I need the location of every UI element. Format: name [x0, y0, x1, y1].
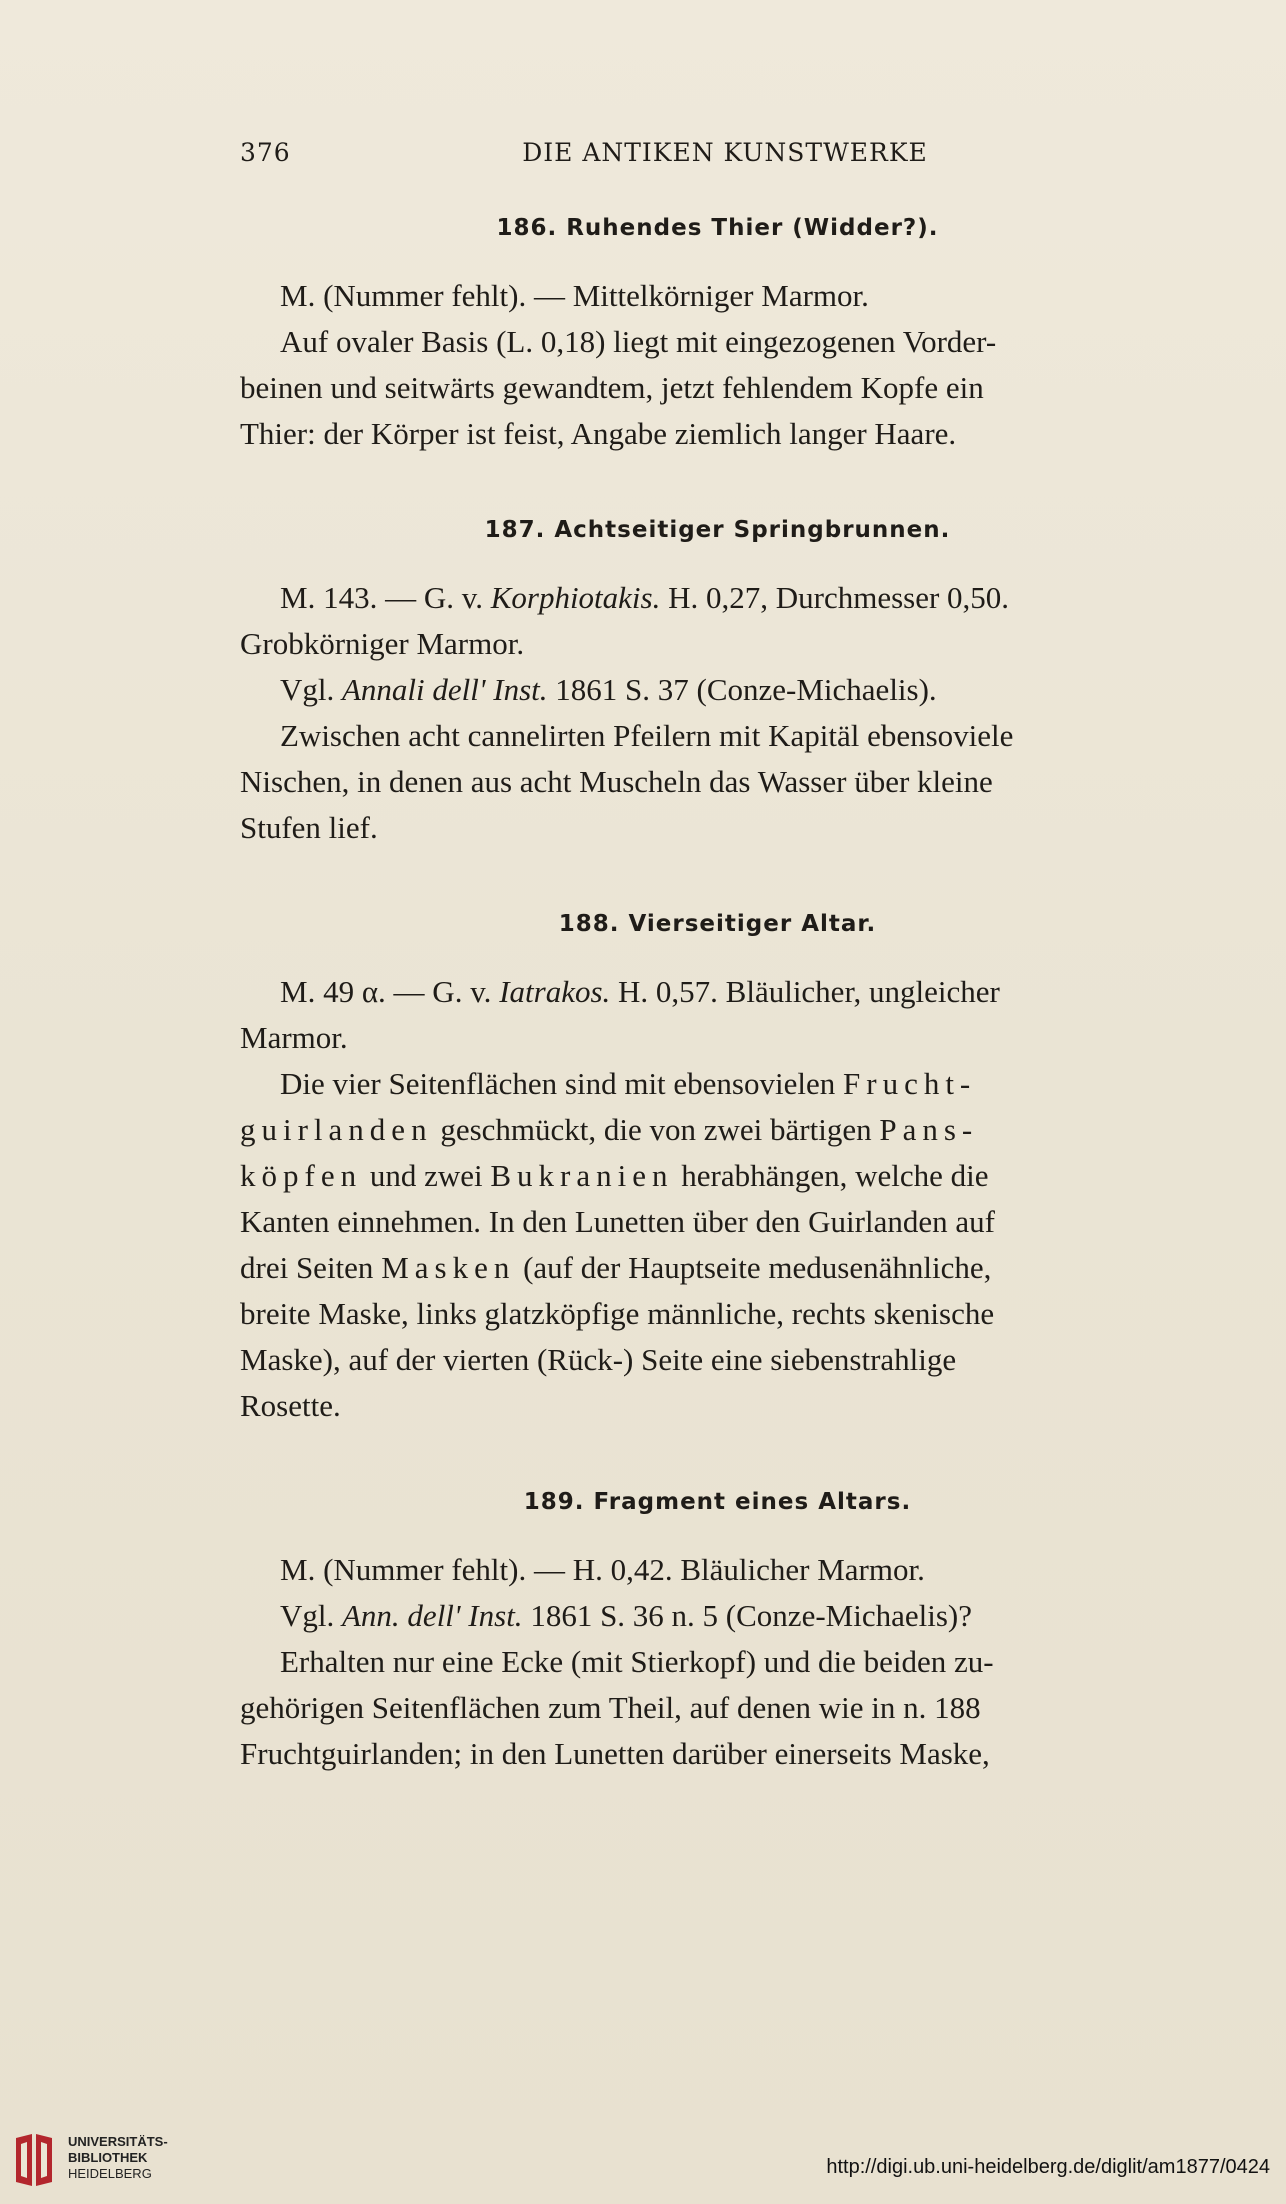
section-heading-187: 187. Achtseitiger Springbrunnen.	[484, 517, 951, 543]
text-line: Zwischen acht cannelirten Pfeilern mit Kapitäl ebensoviele	[280, 718, 1014, 753]
text-line: Maske), auf der vierten (Rück-) Seite eine siebenstrahlige	[240, 1342, 957, 1377]
text-line: köpfen und zwei Bukranien herabhängen, welche die	[240, 1158, 989, 1193]
source-url-link[interactable]: http://digi.ub.uni-heidelberg.de/diglit/am1877/0424	[826, 2156, 1270, 2178]
text-line: Stufen lief.	[240, 810, 378, 845]
digitization-footer	[0, 2118, 1286, 2204]
section-heading-188: 188. Vierseitiger Altar.	[558, 911, 877, 937]
text-line: Erhalten nur eine Ecke (mit Stierkopf) und die beiden zu-	[280, 1644, 994, 1679]
section-heading-189: 189. Fragment eines Altars.	[523, 1489, 912, 1515]
text-line: M. (Nummer fehlt). — H. 0,42. Bläulicher Marmor.	[280, 1552, 925, 1587]
text-line: Auf ovaler Basis (L. 0,18) liegt mit eingezogenen Vorder-	[280, 324, 997, 359]
text-line: drei Seiten Masken (auf der Hauptseite medusenähnliche,	[240, 1250, 992, 1285]
page-content	[240, 205, 1195, 1777]
text-line: M. (Nummer fehlt). — Mittelkörniger Marmor.	[280, 278, 869, 313]
text-line: M. 143. — G. v. Korphiotakis. H. 0,27, Durchmesser 0,50.	[280, 580, 1010, 615]
section-heading-186: 186. Ruhendes Thier (Widder?).	[496, 215, 939, 241]
text-line: gehörigen Seitenflächen zum Theil, auf denen wie in n. 188	[240, 1690, 981, 1725]
text-line: M. 49 α. — G. v. Iatrakos. H. 0,57. Bläulicher, ungleicher	[280, 974, 1000, 1009]
library-name: UNIVERSITÄTS- BIBLIOTHEK HEIDELBERG	[68, 2134, 168, 2181]
text-line: Thier: der Körper ist feist, Angabe ziemlich langer Haare.	[240, 416, 957, 451]
text-line: Fruchtguirlanden; in den Lunetten darüber einerseits Maske,	[240, 1736, 990, 1771]
text-line: guirlanden geschmückt, die von zwei bärtigen Pans-	[240, 1112, 979, 1147]
text-line: Nischen, in denen aus acht Muscheln das Wasser über kleine	[240, 764, 993, 799]
text-line: breite Maske, links glatzköpfige männliche, rechts skenische	[240, 1296, 995, 1331]
university-library-logo-icon	[12, 2130, 56, 2190]
text-line: Vgl. Ann. dell' Inst. 1861 S. 36 n. 5 (Conze-Michaelis)?	[280, 1598, 972, 1633]
text-line: Marmor.	[240, 1020, 348, 1055]
text-line: Vgl. Annali dell' Inst. 1861 S. 37 (Conze-Michaelis).	[280, 672, 937, 707]
text-line: beinen und seitwärts gewandtem, jetzt fehlendem Kopfe ein	[240, 370, 984, 405]
page-number: 376	[240, 138, 291, 167]
running-title: DIE ANTIKEN KUNSTWERKE	[522, 138, 928, 167]
running-header	[240, 138, 1210, 178]
text-line: Grobkörniger Marmor.	[240, 626, 525, 661]
text-line: Die vier Seitenflächen sind mit ebensovielen Frucht-	[280, 1066, 977, 1101]
text-line: Rosette.	[240, 1388, 341, 1423]
text-line: Kanten einnehmen. In den Lunetten über den Guirlanden auf	[240, 1204, 995, 1239]
